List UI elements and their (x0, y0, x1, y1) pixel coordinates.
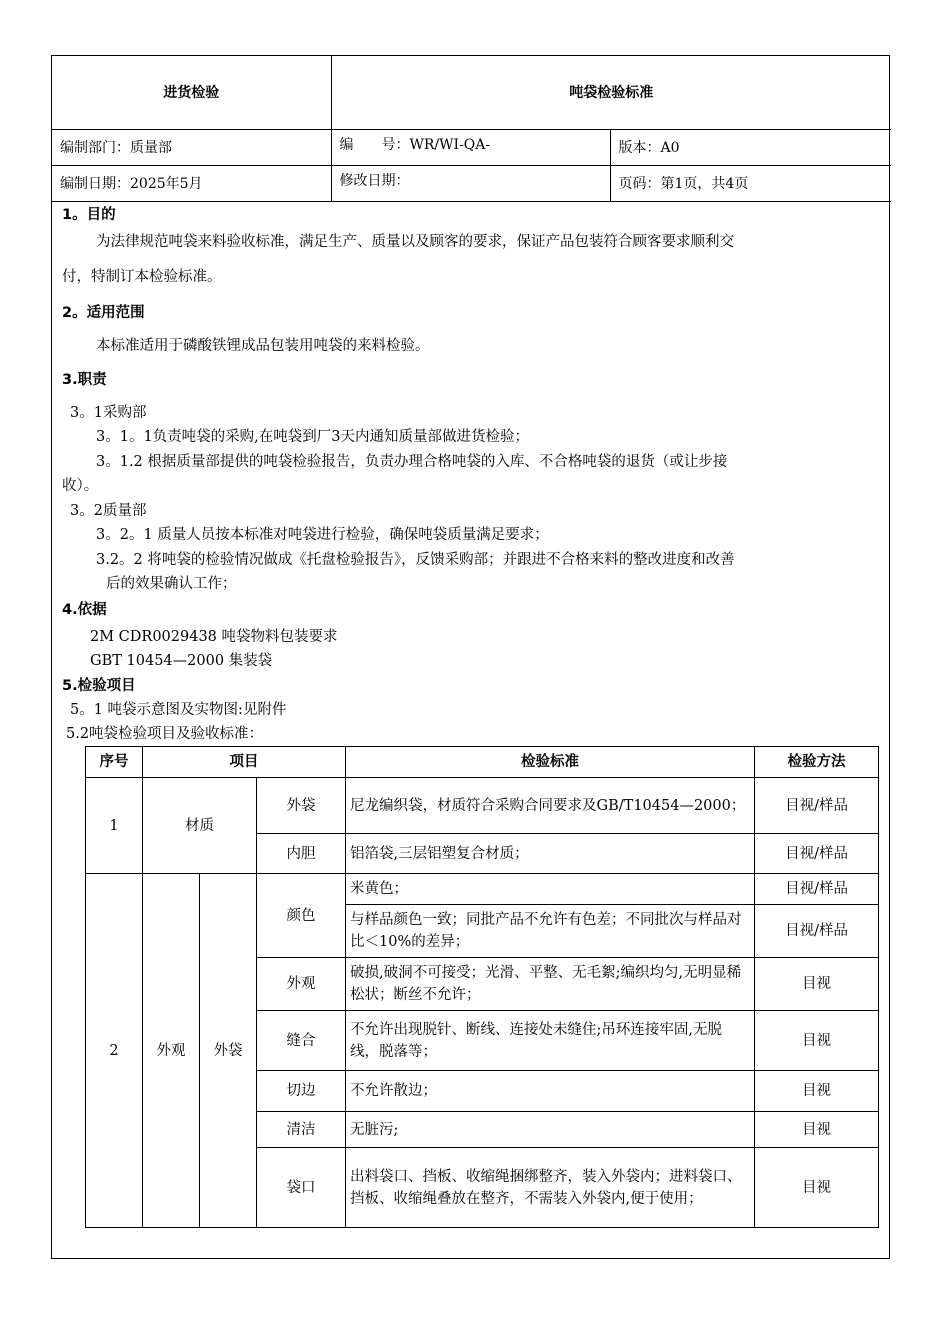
document-header (52, 56, 891, 202)
row-method: 目视 (755, 1148, 879, 1228)
row-method: 目视 (755, 1112, 879, 1148)
row-method: 目视/样品 (755, 778, 879, 834)
section-3-1-2-line1: 3。1.2 根据质量部提供的吨袋检验报告，负责办理合格吨袋的入库、不合格吨袋的退货（或让步接 (96, 454, 728, 470)
row-standard: 无脏污; (346, 1112, 755, 1148)
row-category: 外观 (143, 874, 200, 1228)
row-subitem: 袋口 (257, 1148, 346, 1228)
col-header-standard: 检验标准 (346, 747, 755, 778)
row-number: 1 (86, 778, 143, 874)
header-left-title: 进货检验 (52, 56, 331, 129)
section-3-1-1: 3。1。1负责吨袋的采购,在吨袋到厂3天内通知质量部做进货检验； (96, 429, 530, 445)
table-row (86, 778, 879, 834)
header-number: 编 号：WR/WI-QA- (331, 129, 610, 165)
section-2-text: 本标准适用于磷酸铁锂成品包装用吨袋的来料检验。 (96, 338, 430, 354)
section-3-2-2-line1: 3.2。2 将吨袋的检验情况做成《托盘检验报告》，反馈采购部；并跟进不合格来料的整改进度和改善 (96, 552, 735, 568)
section-5-1: 5。1 吨袋示意图及实物图:见附件 (70, 702, 287, 718)
section-3-title: 3.职责 (62, 372, 107, 388)
row-subcategory: 外袋 (200, 874, 257, 1228)
section-5-2: 5.2吨袋检验项目及验收标准： (66, 726, 264, 742)
section-4-ref-1: 2M CDR0029438 吨袋物料包装要求 (90, 629, 338, 645)
header-revision: 修改日期： (331, 165, 610, 201)
row-subitem: 外观 (257, 958, 346, 1011)
row-standard: 不允许出现脱针、断线、连接处未缝住;吊环连接牢固,无脱线，脱落等； (346, 1011, 755, 1071)
section-1-text-line1: 为法律规范吨袋来料验收标准，满足生产、质量以及顾客的要求，保证产品包装符合顾客要求顺利交 (96, 234, 734, 250)
header-main-title: 吨袋检验标准 (331, 56, 891, 129)
row-standard: 破损,破洞不可接受；光滑、平整、无毛絮;编织均匀,无明显稀松状；断丝不允许； (346, 958, 755, 1011)
section-3-2: 3。2质量部 (70, 503, 147, 519)
row-method: 目视 (755, 1011, 879, 1071)
row-method: 目视/样品 (755, 905, 879, 958)
row-subitem: 内胆 (257, 834, 346, 874)
header-pages: 页码：第1页，共4页 (610, 165, 891, 201)
section-4-title: 4.依据 (62, 602, 107, 618)
row-subitem: 缝合 (257, 1011, 346, 1071)
col-header-item: 项目 (143, 747, 346, 778)
row-standard: 不允许散边； (346, 1071, 755, 1112)
row-method: 目视/样品 (755, 834, 879, 874)
section-3-2-1: 3。2。1 质量人员按本标准对吨袋进行检验，确保吨袋质量满足要求； (96, 527, 549, 543)
row-number: 2 (86, 874, 143, 1228)
section-3-2-2-line2: 后的效果确认工作； (106, 576, 237, 592)
row-method: 目视 (755, 958, 879, 1011)
row-method: 目视 (755, 1071, 879, 1112)
section-2-title: 2。适用范围 (62, 305, 145, 321)
row-subitem: 切边 (257, 1071, 346, 1112)
section-5-title: 5.检验项目 (62, 678, 136, 694)
row-method: 目视/样品 (755, 874, 879, 905)
section-4-ref-2: GBT 10454—2000 集装袋 (90, 653, 273, 669)
table-row (86, 874, 879, 905)
section-3-1-2-line2: 收）。 (62, 478, 99, 494)
row-subitem: 清洁 (257, 1112, 346, 1148)
header-dept: 编制部门：质量部 (52, 129, 331, 165)
inspection-table (85, 746, 879, 1228)
row-standard: 与样品颜色一致；同批产品不允许有色差；不同批次与样品对比＜10%的差异； (346, 905, 755, 958)
col-header-no: 序号 (86, 747, 143, 778)
header-version: 版本：A0 (610, 129, 891, 165)
row-subitem: 外袋 (257, 778, 346, 834)
row-standard: 铝箔袋,三层铝塑复合材质； (346, 834, 755, 874)
document-page (51, 55, 890, 1259)
col-header-method: 检验方法 (755, 747, 879, 778)
row-standard: 米黄色； (346, 874, 755, 905)
header-date: 编制日期：2025年5月 (52, 165, 331, 201)
row-subitem: 颜色 (257, 874, 346, 958)
row-standard: 出料袋口、挡板、收缩绳捆绑整齐，装入外袋内；进料袋口、挡板、收缩绳叠放在整齐，不需装入外袋内,便于使用； (346, 1148, 755, 1228)
section-1-text-line2: 付，特制订本检验标准。 (62, 269, 222, 285)
row-category: 材质 (143, 778, 257, 874)
row-standard: 尼龙编织袋，材质符合采购合同要求及GB/T10454—2000； (346, 778, 755, 834)
section-1-title: 1。目的 (62, 207, 116, 223)
section-3-1: 3。1采购部 (70, 405, 147, 421)
